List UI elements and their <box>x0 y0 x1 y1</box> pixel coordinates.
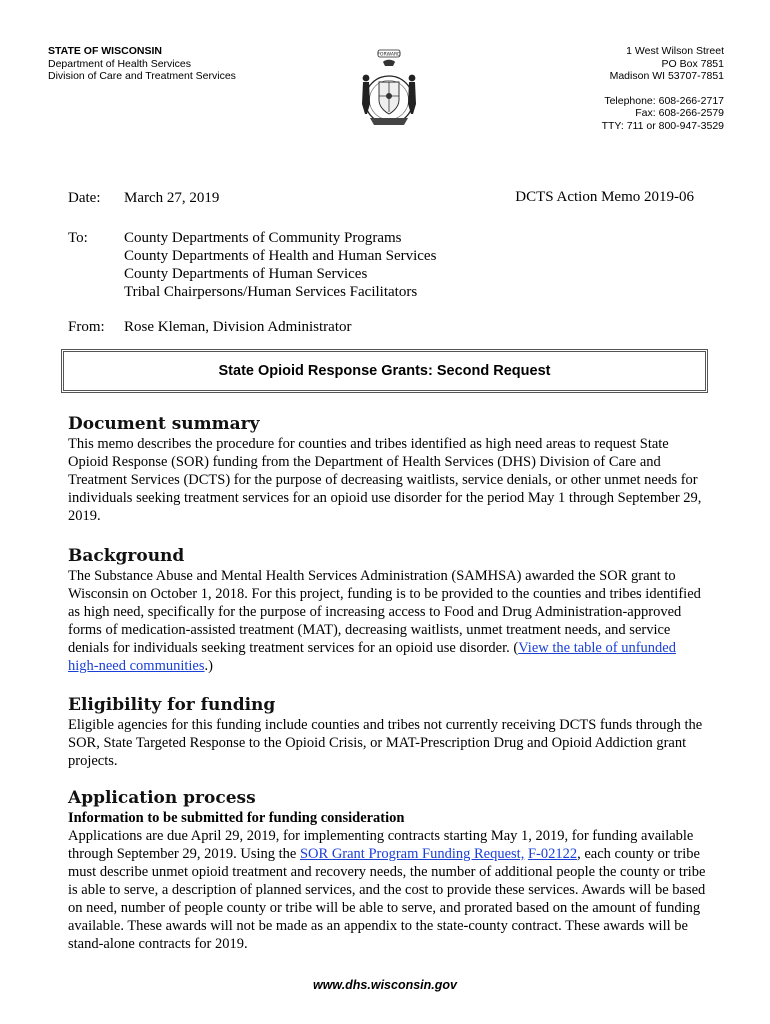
funding-request-link[interactable]: SOR Grant Program Funding Request, <box>299 846 525 862</box>
tty: TTY: 711 or 800-947-3529 <box>601 119 724 132</box>
section-heading: Application process <box>68 788 256 808</box>
application-section <box>68 787 708 953</box>
recipient: County Departments of Community Programs <box>124 230 402 246</box>
footer-url: www.dhs.wisconsin.gov <box>312 978 457 992</box>
document-summary-section <box>68 413 708 525</box>
section-heading: Background <box>68 546 185 566</box>
section-heading: Eligibility for funding <box>68 695 276 715</box>
memo-id: DCTS Action Memo 2019-06 <box>515 189 694 205</box>
seal-motto: FORWARD <box>377 52 401 58</box>
contact-block <box>602 45 724 132</box>
wisconsin-seal-icon <box>358 48 420 130</box>
form-f02122-link[interactable]: F-02122 <box>527 846 578 862</box>
recipient: Tribal Chairpersons/Human Services Facilitators <box>124 284 418 300</box>
recipient: County Departments of Human Services <box>124 266 368 282</box>
address-city: Madison WI 53707-7851 <box>609 70 724 82</box>
department-name: Department of Health Services <box>48 57 191 70</box>
subject-title: State Opioid Response Grants: Second Request <box>218 363 551 379</box>
unfunded-communities-link[interactable]: View the table of unfunded high-need communities <box>68 640 676 674</box>
eligibility-section <box>68 694 708 770</box>
date-value: March 27, 2019 <box>124 190 220 206</box>
section-body: This memo describes the procedure for counties and tribes identified as high need areas to request State Opioid Response (SOR) funding from the Department of Health Services (DHS) Division of Care and Treatment Services (DCTS) for the purpose of decreasing waitlists, service denials, or other unmet needs for individuals seeking treatment services for an opioid use disorder for the period May 1 through September 29, 2019. <box>68 436 702 524</box>
division-name: Division of Care and Treatment Services <box>48 70 236 82</box>
section-body: Applications are due April 29, 2019, for implementing contracts starting May 1, 2019, for funding available through September 29, 2019. Using the SOR Grant Program Funding Request, F-02122, each county or tribe must describe unmet opioid treatment and recovery needs, the number of additional people the county or tribe is able to serve, a description of planned services, and the cost to provide these services. Awards will be based on need, number of people county or tribe will be able to serve, and prorated based on the amount of funding available. These awards will not be made as an appendix to the state-county contract. These awards will be stand-alone contracts for 2019. <box>68 828 706 952</box>
to-label: To: <box>68 230 88 246</box>
address-street: 1 West Wilson Street <box>626 45 724 57</box>
date-label: Date: <box>68 190 101 206</box>
telephone: Telephone: 608-266-2717 <box>604 94 724 107</box>
recipient-list <box>124 229 436 301</box>
section-subheading: Information to be submitted for funding consideration <box>68 810 405 826</box>
from-value: Rose Kleman, Division Administrator <box>124 319 352 335</box>
section-body: The Substance Abuse and Mental Health Services Administration (SAMHSA) awarded the SOR grant to Wisconsin on October 1, 2018. For this project, funding is to be provided to the counties and tribes identified as high need, specifically for the purpose of increasing access to Food and Drug Administration-approved forms of medication-assisted treatment (MAT), decreasing waitlists, unmet treatment needs, and service denials for individuals seeking treatment services for an opioid use disorder. (View the table of unfunded high-need communities.) <box>68 568 701 674</box>
fax: Fax: 608-266-2579 <box>635 107 724 119</box>
from-label: From: <box>68 319 105 335</box>
recipient: County Departments of Health and Human Services <box>124 248 437 264</box>
address-po-box: PO Box 7851 <box>661 57 724 70</box>
agency-block <box>48 45 236 83</box>
section-heading: Document summary <box>68 414 260 434</box>
state-name: STATE OF WISCONSIN <box>48 45 162 57</box>
subject-box <box>61 349 708 393</box>
background-section <box>68 545 708 675</box>
section-body: Eligible agencies for this funding include counties and tribes not currently receiving DCTS funds through the SOR, State Targeted Response to the Opioid Crisis, or MAT-Prescription Drug and Opioid Addiction grant projects. <box>68 717 703 769</box>
